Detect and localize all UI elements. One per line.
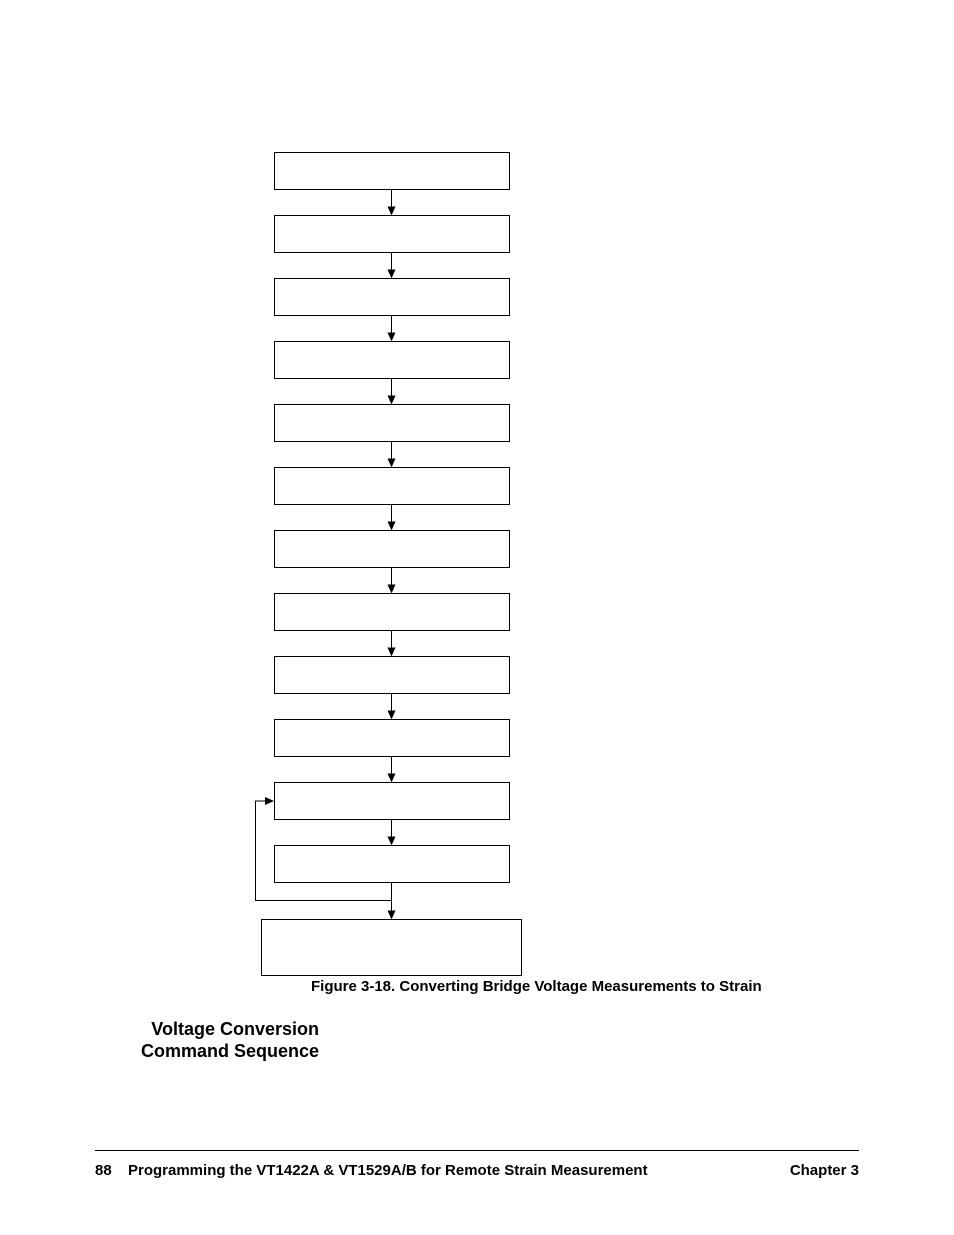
page-number: 88 [95, 1162, 112, 1179]
flow-box-1 [275, 153, 510, 190]
flow-box-6 [275, 468, 510, 505]
flow-arrowhead-4 [388, 396, 396, 405]
flow-box-12 [275, 846, 510, 883]
footer-title: Programming the VT1422A & VT1529A/B for Remote Strain Measurement [128, 1162, 648, 1179]
figure-caption: Figure 3-18. Converting Bridge Voltage Measurements to Strain [311, 978, 762, 995]
footer-chapter: Chapter 3 [789, 1162, 859, 1179]
flow-box-5 [275, 405, 510, 442]
section-heading [141, 1018, 319, 1062]
flow-box-9 [275, 657, 510, 694]
flow-box-2 [275, 216, 510, 253]
flow-arrowhead-10 [388, 774, 396, 783]
section-heading-line-2: Command Sequence [140, 1041, 319, 1061]
flow-box-10 [275, 720, 510, 757]
section-heading-line-1: Voltage Conversion [151, 1019, 319, 1039]
flow-box-3 [275, 279, 510, 316]
flow-box-8 [275, 594, 510, 631]
loop-back-arrowhead [265, 797, 274, 805]
flow-arrowhead-11 [388, 837, 396, 846]
flow-arrowhead-6 [388, 522, 396, 531]
flow-arrowhead-5 [388, 459, 396, 468]
flow-box-11 [275, 783, 510, 820]
flow-arrowhead-8 [388, 648, 396, 657]
flow-box-13 [262, 920, 522, 976]
footer-divider [95, 1150, 859, 1151]
flow-box-4 [275, 342, 510, 379]
flow-arrowhead-1 [388, 207, 396, 216]
flow-arrowhead-12 [388, 911, 396, 920]
flow-arrowhead-3 [388, 333, 396, 342]
flow-arrowhead-7 [388, 585, 396, 594]
flow-box-7 [275, 531, 510, 568]
flow-arrowhead-2 [388, 270, 396, 279]
flow-arrowhead-9 [388, 711, 396, 720]
